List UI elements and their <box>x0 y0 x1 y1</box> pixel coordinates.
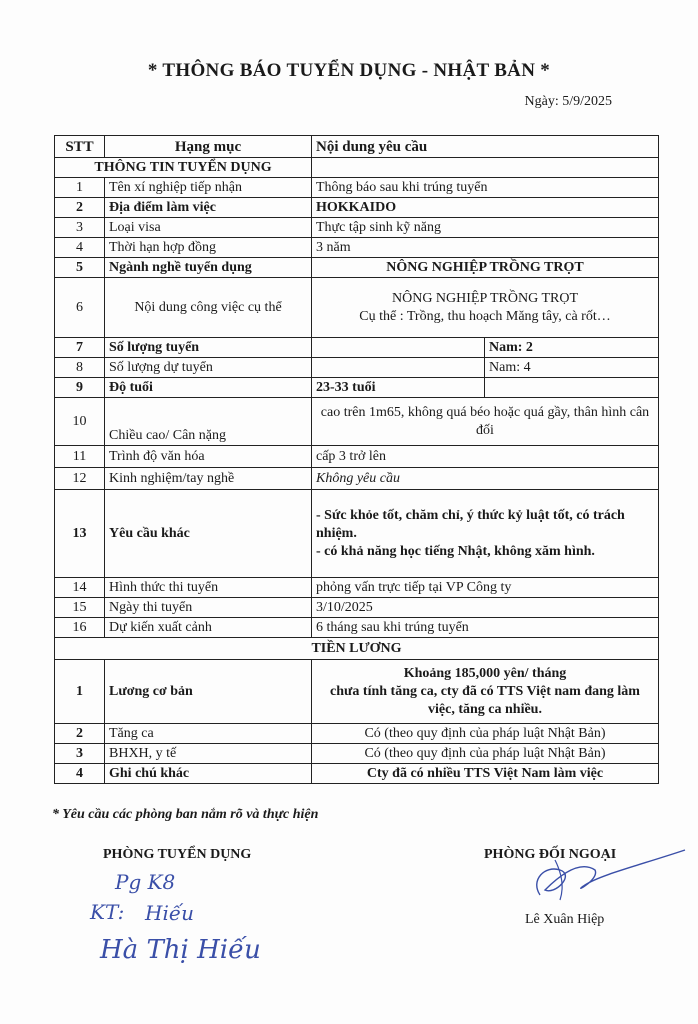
row-item: Loại visa <box>105 218 312 238</box>
row-item: BHXH, y tế <box>105 744 312 764</box>
row-item: Chiều cao/ Cân nặng <box>105 398 312 446</box>
row-value <box>312 490 659 578</box>
row-number: 3 <box>55 744 105 764</box>
row-value: Có (theo quy định của pháp luật Nhật Bản) <box>312 744 659 764</box>
row-number: 8 <box>55 358 105 378</box>
footnote: * Yêu cầu các phòng ban nắm rõ và thực hiện <box>52 807 319 822</box>
section-title: THÔNG TIN TUYỂN DỤNG <box>55 158 312 178</box>
table-row <box>55 278 659 338</box>
row-item: Hình thức thi tuyển <box>105 578 312 598</box>
row-value: Cty đã có nhiều TTS Việt Nam làm việc <box>312 764 659 784</box>
table-row <box>55 598 659 618</box>
row-value: 6 tháng sau khi trúng tuyển <box>312 618 659 638</box>
row-value: 3/10/2025 <box>312 598 659 618</box>
row-value-line: Khoảng 185,000 yên/ tháng <box>403 665 567 681</box>
left-department: PHÒNG TUYỂN DỤNG <box>103 847 252 862</box>
row-value: phỏng vấn trực tiếp tại VP Công ty <box>312 578 659 598</box>
table-row <box>55 338 659 358</box>
row-value <box>312 278 659 338</box>
row-item: Địa điểm làm việc <box>105 198 312 218</box>
row-item: Độ tuổi <box>105 378 312 398</box>
row-item: Ngày thi tuyển <box>105 598 312 618</box>
row-item: Ghi chú khác <box>105 764 312 784</box>
row-value: 23-33 tuổi <box>312 378 485 398</box>
row-number: 2 <box>55 724 105 744</box>
row-value-line: - có khả năng học tiếng Nhật, không xăm hình. <box>316 543 595 559</box>
col-header-item: Hạng mục <box>105 136 312 158</box>
row-item: Lương cơ bản <box>105 660 312 724</box>
table-row <box>55 218 659 238</box>
table-row <box>55 446 659 468</box>
row-number: 3 <box>55 218 105 238</box>
row-value-line: Cụ thể : Trồng, thu hoạch Măng tây, cà rốt… <box>359 308 611 324</box>
row-number: 12 <box>55 468 105 490</box>
row-item: Số lượng tuyển <box>105 338 312 358</box>
row-value: Thực tập sinh kỹ năng <box>312 218 659 238</box>
row-number: 16 <box>55 618 105 638</box>
row-number: 11 <box>55 446 105 468</box>
row-number: 13 <box>55 490 105 578</box>
table-row <box>55 468 659 490</box>
row-number: 4 <box>55 238 105 258</box>
row-item: Yêu cầu khác <box>105 490 312 578</box>
table-row <box>55 238 659 258</box>
handwriting-line: Pg K8 <box>115 870 176 894</box>
document-title: * THÔNG BÁO TUYỂN DỤNG - NHẬT BẢN * <box>147 60 551 81</box>
row-item: Tăng ca <box>105 724 312 744</box>
col-header-content: Nội dung yêu cầu <box>312 136 659 158</box>
right-signer-name: Lê Xuân Hiệp <box>525 912 605 927</box>
row-value-line: chưa tính tăng ca, cty đã có TTS Việt nam đang làm việc, tăng ca nhiều. <box>330 683 640 717</box>
row-item: Kinh nghiệm/tay nghề <box>105 468 312 490</box>
row-item: Tên xí nghiệp tiếp nhận <box>105 178 312 198</box>
handwriting-line: Hiếu <box>145 901 195 925</box>
row-value: Thông báo sau khi trúng tuyển <box>312 178 659 198</box>
table-row <box>55 358 659 378</box>
recruitment-table <box>54 135 659 784</box>
document-date: Ngày: 5/9/2025 <box>524 94 612 109</box>
row-value: Có (theo quy định của pháp luật Nhật Bản) <box>312 724 659 744</box>
section-title: TIỀN LƯƠNG <box>55 638 659 660</box>
row-number: 6 <box>55 278 105 338</box>
row-value: Nam: 2 <box>485 338 659 358</box>
row-number: 9 <box>55 378 105 398</box>
handwriting-signature: Hà Thị Hiếu <box>100 935 261 965</box>
row-value <box>312 660 659 724</box>
row-number: 14 <box>55 578 105 598</box>
right-department: PHÒNG ĐỐI NGOẠI <box>484 847 617 862</box>
table-row <box>55 378 659 398</box>
table-row <box>55 660 659 724</box>
table-row <box>55 198 659 218</box>
row-item: Nội dung công việc cụ thể <box>105 278 312 338</box>
table-row <box>55 618 659 638</box>
row-item: Dự kiến xuất cảnh <box>105 618 312 638</box>
row-number: 15 <box>55 598 105 618</box>
row-value: cao trên 1m65, không quá béo hoặc quá gầy, thân hình cân đối <box>312 398 659 446</box>
table-row <box>55 490 659 578</box>
signature-mark <box>500 840 690 910</box>
row-item: Số lượng dự tuyển <box>105 358 312 378</box>
row-value: 3 năm <box>312 238 659 258</box>
row-number: 7 <box>55 338 105 358</box>
table-row <box>55 258 659 278</box>
row-number: 5 <box>55 258 105 278</box>
row-value-line: - Sức khỏe tốt, chăm chỉ, ý thức kỷ luật tốt, có trách nhiệm. <box>316 507 625 541</box>
table-row <box>55 398 659 446</box>
table-header-row <box>55 136 659 158</box>
row-item: Trình độ văn hóa <box>105 446 312 468</box>
handwriting-line: KT: <box>90 900 125 924</box>
row-value-line: NÔNG NGHIỆP TRỒNG TRỌT <box>391 290 579 306</box>
row-item: Thời hạn hợp đồng <box>105 238 312 258</box>
table-row <box>55 578 659 598</box>
table-row <box>55 724 659 744</box>
row-value: NÔNG NGHIỆP TRỒNG TRỌT <box>312 258 659 278</box>
row-value: Không yêu cầu <box>312 468 659 490</box>
col-header-stt: STT <box>55 136 105 158</box>
row-item: Ngành nghề tuyển dụng <box>105 258 312 278</box>
row-number: 2 <box>55 198 105 218</box>
row-number: 1 <box>55 660 105 724</box>
row-value: HOKKAIDO <box>312 198 659 218</box>
table-row <box>55 744 659 764</box>
row-value: cấp 3 trở lên <box>312 446 659 468</box>
row-number: 10 <box>55 398 105 446</box>
table-row <box>55 764 659 784</box>
table-row <box>55 178 659 198</box>
row-number: 4 <box>55 764 105 784</box>
row-number: 1 <box>55 178 105 198</box>
row-value: Nam: 4 <box>485 358 659 378</box>
